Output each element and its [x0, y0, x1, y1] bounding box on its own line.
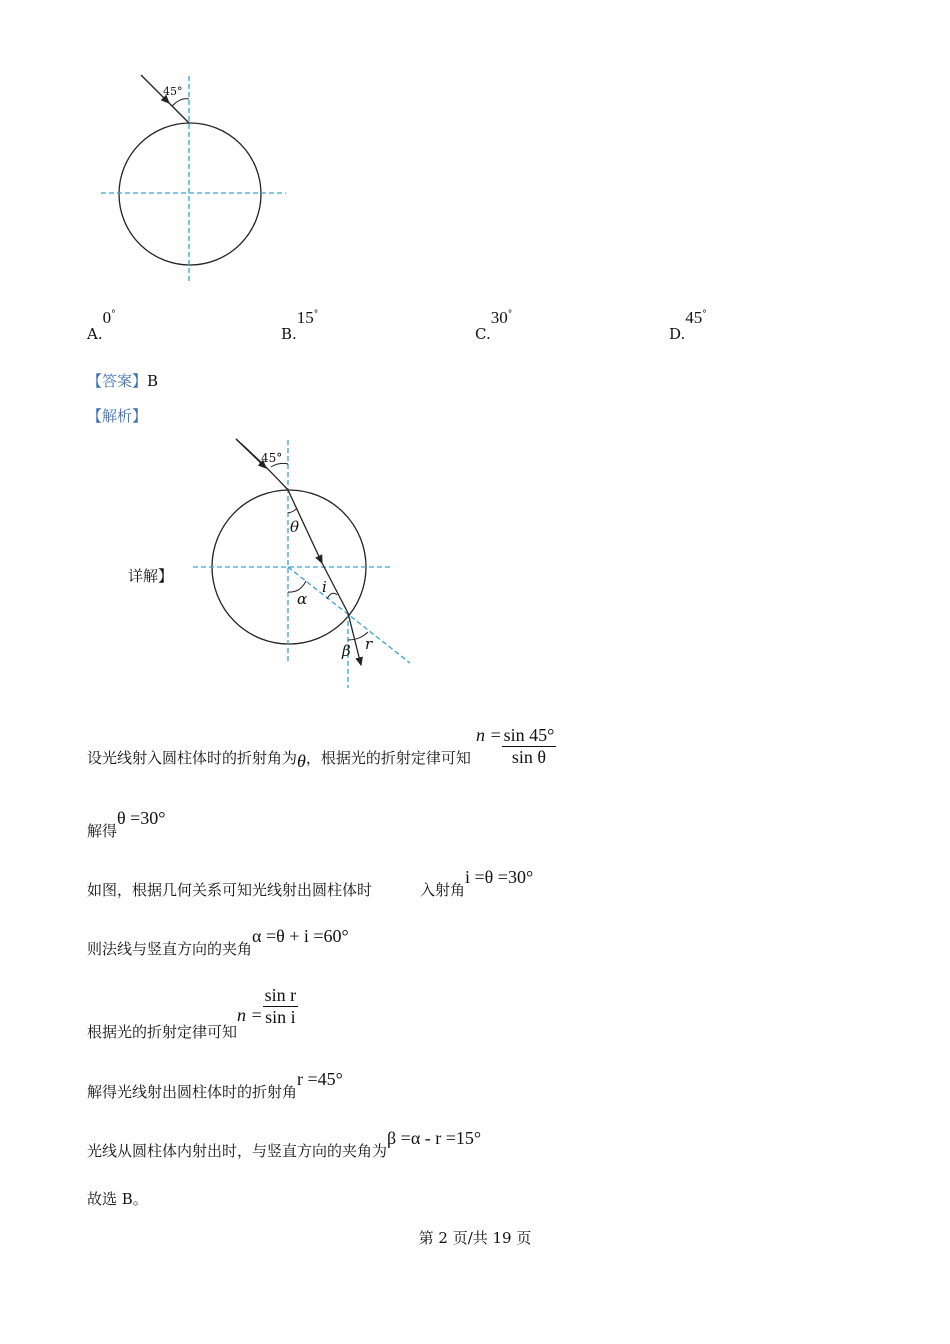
step-2	[87, 808, 166, 840]
figure2-angle-label: 45°	[261, 451, 283, 465]
option-value: 0	[102, 308, 112, 327]
option-value: 30	[490, 308, 508, 327]
step-5	[87, 985, 298, 1041]
analysis-line	[87, 405, 147, 426]
option-c	[475, 308, 513, 343]
step-text: 根据光的折射定律可知	[87, 1023, 238, 1041]
analysis-tag: 【解析】	[87, 407, 148, 425]
step-1	[87, 725, 556, 771]
alpha-label: α	[297, 590, 308, 608]
option-value: 15	[296, 308, 314, 327]
fraction	[502, 725, 557, 768]
option-letter: D.	[669, 325, 686, 343]
figure2	[193, 439, 410, 688]
option-a	[87, 308, 116, 343]
step-text: 设光线射入圆柱体时的折射角为	[87, 749, 298, 767]
beta-label: β	[342, 642, 351, 660]
degree-sign: °	[702, 309, 707, 320]
option-d	[669, 308, 707, 343]
i-label: i	[322, 578, 327, 596]
step-text: 入射角	[420, 881, 466, 899]
figure1-angle-label: 45°	[163, 85, 183, 98]
figure1	[101, 75, 286, 282]
step-text: 则法线与竖直方向的夹角	[87, 940, 253, 958]
equation: θ =30°	[117, 808, 166, 828]
option-letter: B.	[281, 325, 297, 343]
theta-var: θ	[297, 751, 306, 771]
option-value: 45	[685, 308, 703, 327]
step-3	[87, 867, 534, 899]
equation-lhs: n =	[237, 1005, 263, 1025]
page-footer: 第 2 页/共 19 页	[418, 1229, 532, 1247]
equation: β =α - r =15°	[387, 1128, 482, 1148]
step-text: 光线从圆柱体内射出时，与竖直方向的夹角为	[87, 1142, 388, 1160]
answer-tag: 【答案】	[87, 372, 148, 390]
step-8	[87, 1188, 148, 1209]
step-4	[87, 926, 349, 958]
step-text: 如图，根据几何关系可知光线射出圆柱体时	[87, 881, 373, 899]
step-7	[87, 1128, 482, 1160]
r-label: r	[365, 635, 373, 653]
equation: α =θ + i =60°	[252, 926, 349, 946]
equation: i =θ =30°	[465, 867, 534, 887]
step-text: 解得	[87, 822, 118, 840]
denominator: sin i	[265, 1007, 296, 1027]
step-text: ，根据光的折射定律可知	[305, 749, 471, 767]
option-letter: A.	[87, 325, 103, 343]
denominator: sin θ	[511, 747, 547, 767]
step-text: 解得光线射出圆柱体时的折射角	[87, 1083, 298, 1101]
fraction	[263, 985, 299, 1028]
answer-line	[87, 370, 158, 391]
step-6	[87, 1069, 343, 1101]
degree-sign: °	[111, 309, 116, 320]
degree-sign: °	[507, 309, 513, 320]
equation-lhs: n =	[475, 725, 502, 745]
numerator: sin 45°	[503, 725, 555, 745]
theta-label: θ	[290, 518, 300, 536]
answer-value: B	[147, 372, 159, 390]
numerator: sin r	[264, 985, 297, 1005]
step-text: 故选 B。	[87, 1190, 148, 1208]
option-letter: C.	[475, 325, 491, 343]
detail-label: 详解】	[128, 567, 174, 585]
option-b	[281, 308, 319, 343]
equation: r =45°	[297, 1069, 343, 1089]
degree-sign: °	[313, 309, 319, 320]
